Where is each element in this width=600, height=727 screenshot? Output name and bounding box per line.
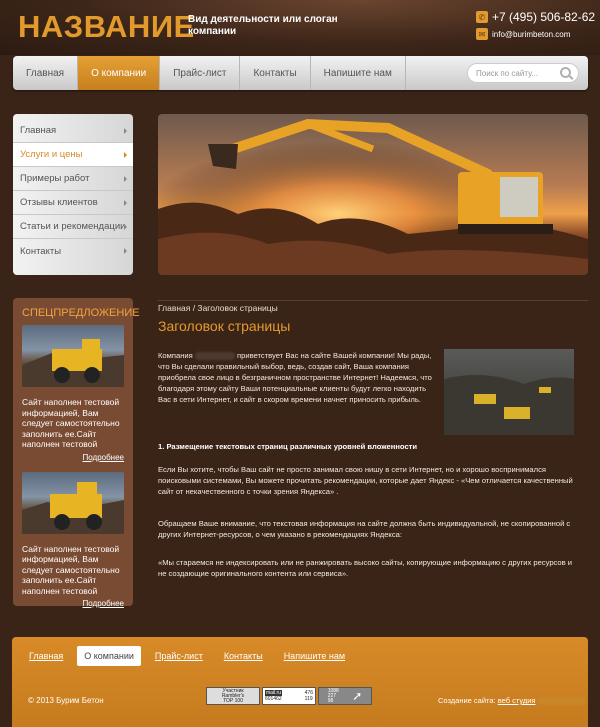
top-nav xyxy=(13,56,588,90)
liveinternet-counter-values xyxy=(328,689,339,704)
rambler-counter-line2: Rambler's xyxy=(221,692,245,699)
mailru-counter-left xyxy=(265,690,282,702)
rambler-counter-line1: Участник xyxy=(222,687,244,694)
section-heading xyxy=(158,441,578,452)
special-offer-text: Сайт наполнен тестовой информацией, Вам следует самостоятельно заполнить ее.Сайт наполнен тестовой xyxy=(22,543,120,596)
search-icon[interactable] xyxy=(560,67,571,78)
email-link[interactable]: info@burimbeton.com xyxy=(492,29,571,39)
site-logo[interactable]: НАЗВАНИЕ xyxy=(18,9,195,44)
nav-item-pricelist[interactable]: Прайс-лист xyxy=(160,56,240,90)
search-input[interactable] xyxy=(467,63,579,83)
rambler-counter[interactable] xyxy=(206,687,260,705)
rambler-counter-line3: TOP 100 xyxy=(223,697,243,704)
intro-prefix: Компания xyxy=(158,351,193,360)
phone-number: +7 (495) 506-82-62 xyxy=(492,10,596,24)
special-offer-image[interactable] xyxy=(22,325,124,387)
liveinternet-counter-3: 98 xyxy=(327,697,334,704)
special-offer-text: Сайт наполнен тестовой информацией, Вам следует самостоятельно заполнить ее.Сайт наполнен тестовой xyxy=(22,397,120,449)
liveinternet-counter-2: 227 xyxy=(327,692,337,699)
sidebar-item-services[interactable]: Услуги и цены xyxy=(13,143,133,167)
special-offer-title: СПЕЦПРЕДЛОЖЕНИЕ xyxy=(22,307,140,319)
sidebar-item-examples[interactable]: Примеры работ xyxy=(13,167,133,191)
special-offer-panel xyxy=(13,298,140,608)
mailru-counter[interactable] xyxy=(262,687,316,705)
quarry-trucks-image xyxy=(444,349,574,435)
footer-nav-contacts[interactable]: Контакты xyxy=(223,651,263,661)
mailru-counter-b: 119 xyxy=(304,696,313,702)
arrow-icon: ➚ xyxy=(352,689,363,703)
footer-nav-pricelist[interactable]: Прайс-лист xyxy=(154,651,203,661)
sidebar-item-articles[interactable]: Статьи и рекомендации xyxy=(13,215,133,239)
studio-link[interactable]: веб студия xyxy=(497,696,536,705)
phone-icon: ✆ xyxy=(476,11,488,23)
footer-nav-home[interactable]: Главная xyxy=(29,651,64,661)
sidebar-item-home[interactable]: Главная xyxy=(13,119,133,143)
mail-icon: ✉ xyxy=(476,28,488,40)
hero-excavator-image xyxy=(158,114,588,275)
paragraph-1: Если Вы хотите, чтобы Ваш сайт не просто занимал свою нишу в сети Интернет, но и хорошо воспринимался поисковыми системами, Вы можете прочитать рекомендации, которые дает Яндекс - «Чем отличается качественный сайт от некачественного с точки зрения Яндекса» . xyxy=(158,465,573,496)
breadcrumb[interactable]: Главная / Заголовок страницы xyxy=(158,300,588,313)
mailru-counter-a: 476 xyxy=(304,690,313,696)
nav-item-write-us[interactable]: Напишите нам xyxy=(311,56,406,90)
more-link[interactable]: Подробнее xyxy=(82,452,124,462)
made-by-label: Создание сайта: xyxy=(438,696,496,705)
liveinternet-counter[interactable] xyxy=(318,687,372,705)
page-title: Заголовок страницы xyxy=(158,318,291,334)
site-header xyxy=(0,0,600,55)
mailru-counter-value: 601462 xyxy=(265,696,282,702)
site-footer xyxy=(12,637,588,727)
blurred-company-name xyxy=(195,352,235,360)
nav-item-home[interactable]: Главная xyxy=(13,56,78,90)
footer-nav-write-us[interactable]: Напишите нам xyxy=(283,651,346,661)
more-link[interactable]: Подробнее xyxy=(82,599,124,608)
liveinternet-counter-1: 1088 xyxy=(327,687,339,694)
made-by xyxy=(438,696,586,705)
search-placeholder: Поиск по сайту... xyxy=(476,69,538,78)
mailru-counter-brand: mail.ru xyxy=(266,690,282,696)
intro-text: приветствует Вас на сайте Вашей компании! Мы рады, что Вы сделали правильный выбор, ведь, создав сайт, Ваша компания приобрела свое лицо в безграничном пространстве Интернет! Надеемся, что благодаря этому сайту Ваши потенциальные клиенты будут легко находить Вас в сети Интернет, и сайт в скором времени начнет приносить прибыль. xyxy=(158,351,432,404)
nav-item-about[interactable]: О компании xyxy=(78,56,160,90)
sidebar-menu xyxy=(13,114,133,275)
contact-phone xyxy=(476,10,595,24)
intro-paragraph xyxy=(158,350,440,405)
special-offer-image[interactable] xyxy=(22,472,124,534)
nav-item-contacts[interactable]: Контакты xyxy=(240,56,310,90)
footer-nav xyxy=(22,646,359,666)
footer-nav-about[interactable]: О компании xyxy=(77,646,141,666)
contact-email xyxy=(476,28,570,40)
section-heading-text: 1. Размещение текстовых страниц различных уровней вложенности xyxy=(158,442,418,451)
site-slogan: Вид деятельности или слоган компании xyxy=(188,14,338,37)
copyright: © 2013 Бурим Бетон xyxy=(28,696,104,705)
sidebar-item-contacts[interactable]: Контакты xyxy=(13,239,133,263)
sidebar-item-reviews[interactable]: Отзывы клиентов xyxy=(13,191,133,215)
paragraph-2: Обращаем Ваше внимание, что текстовая информация на сайте должна быть индивидуальной, не скопированной с других Интернет-ресурсов, о чем указано в рекомендациях Яндекса: xyxy=(158,519,571,539)
blurred-studio-name xyxy=(538,697,586,705)
mailru-counter-right xyxy=(305,690,313,702)
paragraph-3: «Мы стараемся не индексировать или не ранжировать высоко сайты, копирующие информацию с других ресурсов и не создающие оригинального контента или сервиса». xyxy=(158,558,573,578)
counters xyxy=(206,687,372,705)
